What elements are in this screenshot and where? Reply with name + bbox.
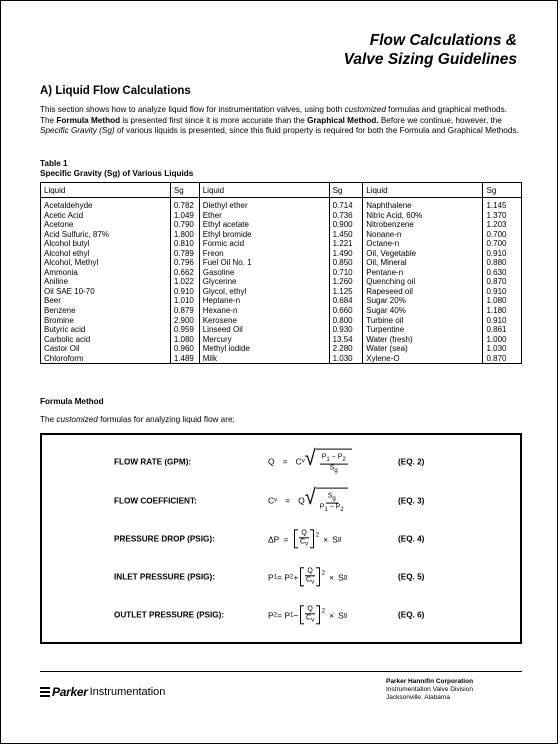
table-row xyxy=(41,198,522,211)
liquid-cell: Quenching oil xyxy=(363,277,483,287)
formula-box xyxy=(40,433,522,644)
liquid-cell: Xylene-O xyxy=(363,354,483,364)
sg-cell: 0.700 xyxy=(483,230,522,240)
equation-number: (EQ. 3) xyxy=(398,496,425,506)
footer-divider xyxy=(40,671,522,672)
table-caption xyxy=(40,159,193,179)
sg-cell: 0.861 xyxy=(483,325,522,335)
sg-cell: 1.260 xyxy=(329,277,363,287)
table-number: Table 1 xyxy=(40,159,68,168)
sg-cell: 13.54 xyxy=(329,335,363,345)
intro-text: is presented first since it is more accurate than the xyxy=(120,115,308,125)
liquid-cell: Water (sea) xyxy=(363,344,483,354)
liquid-cell: Milk xyxy=(199,354,329,364)
sg-cell: 0.879 xyxy=(170,306,199,316)
sg-cell: 1.049 xyxy=(170,211,199,221)
table-row xyxy=(41,239,522,249)
col-header: Liquid xyxy=(363,183,483,198)
liquid-cell: Freon xyxy=(199,249,329,259)
sg-cell: 1.022 xyxy=(170,277,199,287)
sg-cell: 1.010 xyxy=(170,296,199,306)
sg-cell: 0.900 xyxy=(329,220,363,230)
intro-text: formulas and graphical methods. The xyxy=(40,105,507,125)
formula-row-flow-rate xyxy=(42,444,520,480)
table-row xyxy=(41,277,522,287)
sg-cell: 0.910 xyxy=(483,287,522,297)
parker-logo xyxy=(40,685,165,699)
liquid-cell: Benzene xyxy=(41,306,171,316)
formula-intro-text: formulas for analyzing liquid flow are: xyxy=(97,415,235,424)
sg-cell: 0.910 xyxy=(483,249,522,259)
sg-cell: 0.736 xyxy=(329,211,363,221)
liquid-cell: Water (fresh) xyxy=(363,335,483,345)
page-title xyxy=(344,31,517,69)
liquid-cell: Mercury xyxy=(199,335,329,345)
liquid-cell: Ether xyxy=(199,211,329,221)
liquid-cell: Kerosene xyxy=(199,316,329,326)
sg-cell: 1.180 xyxy=(483,306,522,316)
sg-cell: 0.960 xyxy=(170,344,199,354)
sg-cell: 1.030 xyxy=(483,344,522,354)
liquid-cell: Alcohol ethyl xyxy=(41,249,171,259)
formula-label: INLET PRESSURE (PSIG): xyxy=(114,572,215,582)
sg-cell: 0.910 xyxy=(483,316,522,326)
formula-row-outlet-pressure xyxy=(42,597,520,633)
sg-cell: 0.800 xyxy=(329,316,363,326)
intro-emphasis: customized xyxy=(344,105,386,114)
liquid-cell: Oil, Mineral xyxy=(363,258,483,268)
formula-intro xyxy=(40,415,235,424)
sg-cell: 0.850 xyxy=(329,258,363,268)
table-row xyxy=(41,354,522,364)
liquid-cell: Glycol, ethyl xyxy=(199,287,329,297)
liquid-cell: Fuel Oil No. 1 xyxy=(199,258,329,268)
company-name: Parker Hannifin Corporation xyxy=(386,678,474,685)
sg-cell: 1.080 xyxy=(170,335,199,345)
specific-gravity-table xyxy=(40,182,522,364)
equation-number: (EQ. 5) xyxy=(398,572,425,582)
liquid-cell: Acid Sulfuric, 87% xyxy=(41,230,171,240)
liquid-cell: Naphthalene xyxy=(363,198,483,211)
intro-text: Before we continue, however, the xyxy=(378,115,502,125)
liquid-cell: Rapeseed oil xyxy=(363,287,483,297)
parker-wordmark xyxy=(40,685,88,699)
sg-cell: 0.870 xyxy=(483,354,522,364)
sg-cell: 1.490 xyxy=(329,249,363,259)
intro-text: of various liquids is presented, since this fluid property is required for both the Formula and Graphical Methods. xyxy=(114,126,519,135)
intro-text: This section shows how to analyze liquid flow for instrumentation valves, using both xyxy=(40,105,345,114)
liquid-cell: Sugar 40% xyxy=(363,306,483,316)
liquid-cell: Ethyl acetate xyxy=(199,220,329,230)
liquid-cell: Turpentine xyxy=(363,325,483,335)
title-line-1: Flow Calculations & xyxy=(369,32,517,49)
sg-cell: 1.145 xyxy=(483,198,522,211)
formula-intro-text: The xyxy=(40,415,57,424)
table-row xyxy=(41,220,522,230)
liquid-cell: Diethyl ether xyxy=(199,198,329,211)
liquid-cell: Bromine xyxy=(41,316,171,326)
liquid-cell: Oil SAE 10-70 xyxy=(41,287,171,297)
liquid-cell: Alcohol butyl xyxy=(41,239,171,249)
liquid-cell: Butyric acid xyxy=(41,325,171,335)
formula-expression: P 1 = P 2 + $\frac{Q}{Cv}$ 2 × S g xyxy=(268,567,348,586)
liquid-cell: Carbolic acid xyxy=(41,335,171,345)
sg-cell: 1.203 xyxy=(483,220,522,230)
sg-cell: 1.370 xyxy=(483,211,522,221)
liquid-cell: Chloroform xyxy=(41,354,171,364)
col-header: Liquid xyxy=(41,183,171,198)
liquid-cell: Turbine oil xyxy=(363,316,483,326)
intro-bold: Formula Method xyxy=(56,115,121,125)
liquid-cell: Oil, Vegetable xyxy=(363,249,483,259)
liquid-cell: Acetaldehyde xyxy=(41,198,171,211)
table-row xyxy=(41,211,522,221)
liquid-cell: Octane-n xyxy=(363,239,483,249)
liquid-cell: Acetone xyxy=(41,220,171,230)
sg-cell: 0.630 xyxy=(483,268,522,278)
table-row xyxy=(41,316,522,326)
table-row xyxy=(41,258,522,268)
liquid-cell: Linseed Oil xyxy=(199,325,329,335)
division-name: Instrumentation xyxy=(89,686,166,698)
formula-expression: C v = Q √ $\frac{Sg}{P1 - P2}$ xyxy=(268,488,348,515)
liquid-cell: Beer xyxy=(41,296,171,306)
sg-cell: 1.000 xyxy=(483,335,522,345)
sg-cell: 0.710 xyxy=(329,268,363,278)
formula-row-pressure-drop xyxy=(42,521,520,557)
intro-emphasis: Specific Gravity (Sg) xyxy=(40,126,115,135)
formula-label: FLOW COEFFICIENT: xyxy=(114,496,197,506)
formula-label: FLOW RATE (GPM): xyxy=(114,457,192,467)
formula-row-flow-coefficient xyxy=(42,483,520,519)
table-row xyxy=(41,268,522,278)
logo-text: Parker xyxy=(52,685,88,699)
formula-label: PRESSURE DROP (PSIG): xyxy=(114,534,215,544)
liquid-cell: Castor Oil xyxy=(41,344,171,354)
equation-number: (EQ. 4) xyxy=(398,534,425,544)
liquid-cell: Gasoline xyxy=(199,268,329,278)
liquid-cell: Nitrobenzene xyxy=(363,220,483,230)
liquid-cell: Glycerine xyxy=(199,277,329,287)
table-row xyxy=(41,287,522,297)
sg-cell: 1.125 xyxy=(329,287,363,297)
section-heading: A) Liquid Flow Calculations xyxy=(40,85,191,97)
col-header: Sg xyxy=(170,183,199,198)
sg-cell: 1.221 xyxy=(329,239,363,249)
sg-cell: 0.790 xyxy=(170,220,199,230)
equation-number: (EQ. 2) xyxy=(398,457,425,467)
col-header: Sg xyxy=(329,183,363,198)
table-row xyxy=(41,249,522,259)
table-title: Specific Gravity (Sg) of Various Liquids xyxy=(40,169,194,178)
liquid-cell: Aniline xyxy=(41,277,171,287)
equation-number: (EQ. 6) xyxy=(398,610,425,620)
liquid-cell: Ethyl bromide xyxy=(199,230,329,240)
liquid-cell: Pentane-n xyxy=(363,268,483,278)
formula-expression: Q = C v √ $\frac{P1 - P2}{Sg}$ xyxy=(268,449,352,476)
sg-cell: 0.930 xyxy=(329,325,363,335)
sg-cell: 1.030 xyxy=(329,354,363,364)
sg-cell: 0.796 xyxy=(170,258,199,268)
intro-bold: Graphical Method. xyxy=(307,115,379,125)
sg-cell: 1.080 xyxy=(483,296,522,306)
sg-cell: 1.489 xyxy=(170,354,199,364)
company-division: Instrumentation Valve Division xyxy=(386,686,473,693)
col-header: Liquid xyxy=(199,183,329,198)
table-row xyxy=(41,344,522,354)
liquid-cell: Nitric Acid, 60% xyxy=(363,211,483,221)
table-header-row xyxy=(41,183,522,198)
formula-method-heading: Formula Method xyxy=(40,397,104,406)
liquid-cell: Methyl iodide xyxy=(199,344,329,354)
sg-cell: 1.800 xyxy=(170,230,199,240)
sg-cell: 0.789 xyxy=(170,249,199,259)
formula-row-inlet-pressure xyxy=(42,559,520,595)
intro-paragraph xyxy=(40,105,520,137)
liquid-cell: Hexane-n xyxy=(199,306,329,316)
liquid-cell: Sugar 20% xyxy=(363,296,483,306)
liquid-cell: Heptane-n xyxy=(199,296,329,306)
sg-cell: 0.810 xyxy=(170,239,199,249)
sg-cell: 2.900 xyxy=(170,316,199,326)
table-row xyxy=(41,230,522,240)
formula-intro-emphasis: customized xyxy=(56,415,98,424)
sg-cell: 0.910 xyxy=(170,287,199,297)
sg-cell: 0.684 xyxy=(329,296,363,306)
sg-cell: 0.959 xyxy=(170,325,199,335)
liquid-cell: Formic acid xyxy=(199,239,329,249)
sg-cell: 1.450 xyxy=(329,230,363,240)
sg-cell: 0.870 xyxy=(483,277,522,287)
sg-cell: 0.660 xyxy=(329,306,363,316)
table-row xyxy=(41,325,522,335)
table-row xyxy=(41,335,522,345)
sg-cell: 0.880 xyxy=(483,258,522,268)
formula-expression: P 2 = P 1 − $\frac{Q}{Cv}$ 2 × S g xyxy=(268,605,348,624)
sg-cell: 0.782 xyxy=(170,198,199,211)
liquid-cell: Nonane-n xyxy=(363,230,483,240)
liquid-cell: Alcohol, Methyl xyxy=(41,258,171,268)
title-line-2: Valve Sizing Guidelines xyxy=(343,51,517,68)
sg-cell: 2.280 xyxy=(329,344,363,354)
sg-cell: 0.714 xyxy=(329,198,363,211)
company-location: Jacksonville, Alabama xyxy=(386,694,450,701)
table-row xyxy=(41,296,522,306)
sg-cell: 0.662 xyxy=(170,268,199,278)
logo-stripes-icon xyxy=(40,686,50,698)
formula-label: OUTLET PRESSURE (PSIG): xyxy=(114,610,225,620)
company-info xyxy=(386,678,473,702)
table-row xyxy=(41,306,522,316)
col-header: Sg xyxy=(483,183,522,198)
liquid-cell: Acetic Acid xyxy=(41,211,171,221)
liquid-cell: Ammonia xyxy=(41,268,171,278)
formula-expression: ΔP = $\frac{Q}{Cv}$ 2 × S g xyxy=(268,529,342,548)
sg-cell: 0.700 xyxy=(483,239,522,249)
